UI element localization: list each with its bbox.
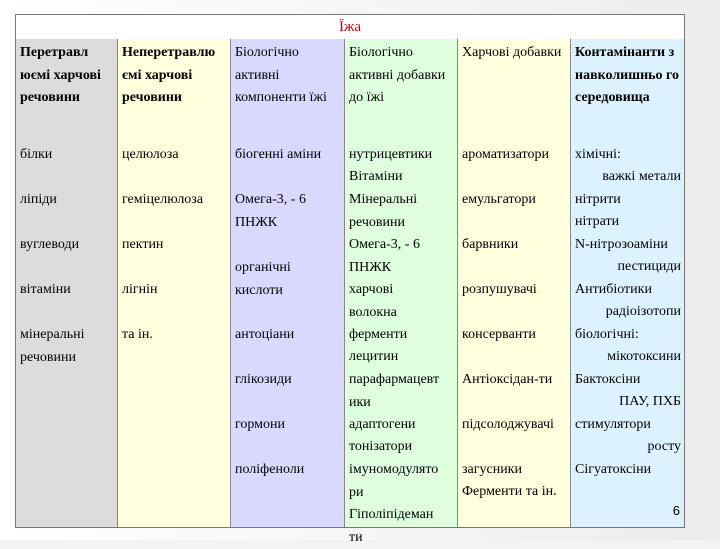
list-item: ароматизатори [462,147,549,162]
list-item: ПАУ, ПХБ [619,394,681,409]
list-item: барвники [462,237,519,252]
list-item: біогенні аміни [235,147,322,162]
column-header: Контамінанти з навколишньо го середовища [575,45,680,105]
list-item: нітрати [575,214,620,229]
column-indigestible-nutrients [117,39,230,527]
list-item: харчові волокна [349,282,397,320]
list-item: Ферменти та ін. [462,484,557,499]
column-header: Перетравл юємі харчові речовини [20,45,101,105]
list-item: парафармацевт ики [349,372,440,410]
list-item: вітаміни [20,282,71,297]
list-item: стимулятори [575,417,651,432]
list-item: адаптогени [349,417,416,432]
list-item: Сігуатоксіни [575,462,652,477]
column-bioactive-components [230,39,344,527]
list-item: підсолоджувачі [462,417,554,432]
food-table [15,14,685,545]
list-item: органічні кислоти [235,260,291,298]
list-item: глікозиди [235,372,292,387]
list-item: мікотоксини [607,349,681,364]
list-item: поліфеноли [235,462,305,477]
table-body [16,39,684,545]
list-item: вуглеводи [20,237,80,252]
list-item: Омега-3, - 6 ПНЖК [235,192,306,230]
list-item: Вітаміни [349,169,403,184]
list-item: антоціани [235,327,295,342]
list-item: нітрити [575,192,621,207]
list-item: Антіоксідан-ти [462,372,553,387]
list-item: Бактоксіни [575,372,641,387]
column-digestible-nutrients [16,39,117,527]
list-item: Мінеральні речовини [349,192,418,230]
list-item: нутрицевтики [349,147,433,162]
list-item: консерванти [462,327,536,342]
list-item: імуномодулято ри [349,462,439,500]
column-header: Біологічно активні компоненти їжі [235,45,327,105]
list-item: загусники [462,462,522,477]
list-item: Антибіотики [575,282,652,297]
page-number: 6 [672,503,680,518]
list-item: та ін. [122,327,153,342]
list-item: білки [20,147,53,162]
list-item: ліпіди [20,192,57,207]
list-item: лецитин [349,349,399,364]
list-item: важкі метали [602,169,681,184]
list-item: розпушувачі [462,282,537,297]
column-food-additives [457,39,570,527]
list-item: Омега-3, - 6 ПНЖК [349,237,420,275]
list-item: хімічні: [575,147,621,162]
list-item: гормони [235,417,286,432]
list-item: N-нітрозоаміни [575,237,668,252]
list-item: мінеральні речовини [20,327,85,365]
list-item: емульгатори [462,192,536,207]
list-item: геміцелюлоза [122,192,204,207]
list-item: росту [647,439,681,454]
list-item: тонізатори [349,439,413,454]
column-header: Біологічно активні добавки до їжі [349,45,446,105]
column-dietary-supplements [344,39,457,545]
table-title: Їжа [16,15,684,39]
list-item: лігнін [122,282,158,297]
column-contaminants [570,39,684,527]
list-item: целюлоза [122,147,179,162]
list-item: Гіполіпідеман ти [349,507,434,545]
list-item: радіоізотопи [605,304,681,319]
column-header: Харчові добавки [462,45,562,60]
list-item: ферменти [349,327,408,342]
list-item: пестициди [617,259,681,274]
column-header: Неперетравлю ємі харчові речовини [122,45,216,105]
list-item: пектин [122,237,164,252]
list-item: біологічні: [575,327,639,342]
